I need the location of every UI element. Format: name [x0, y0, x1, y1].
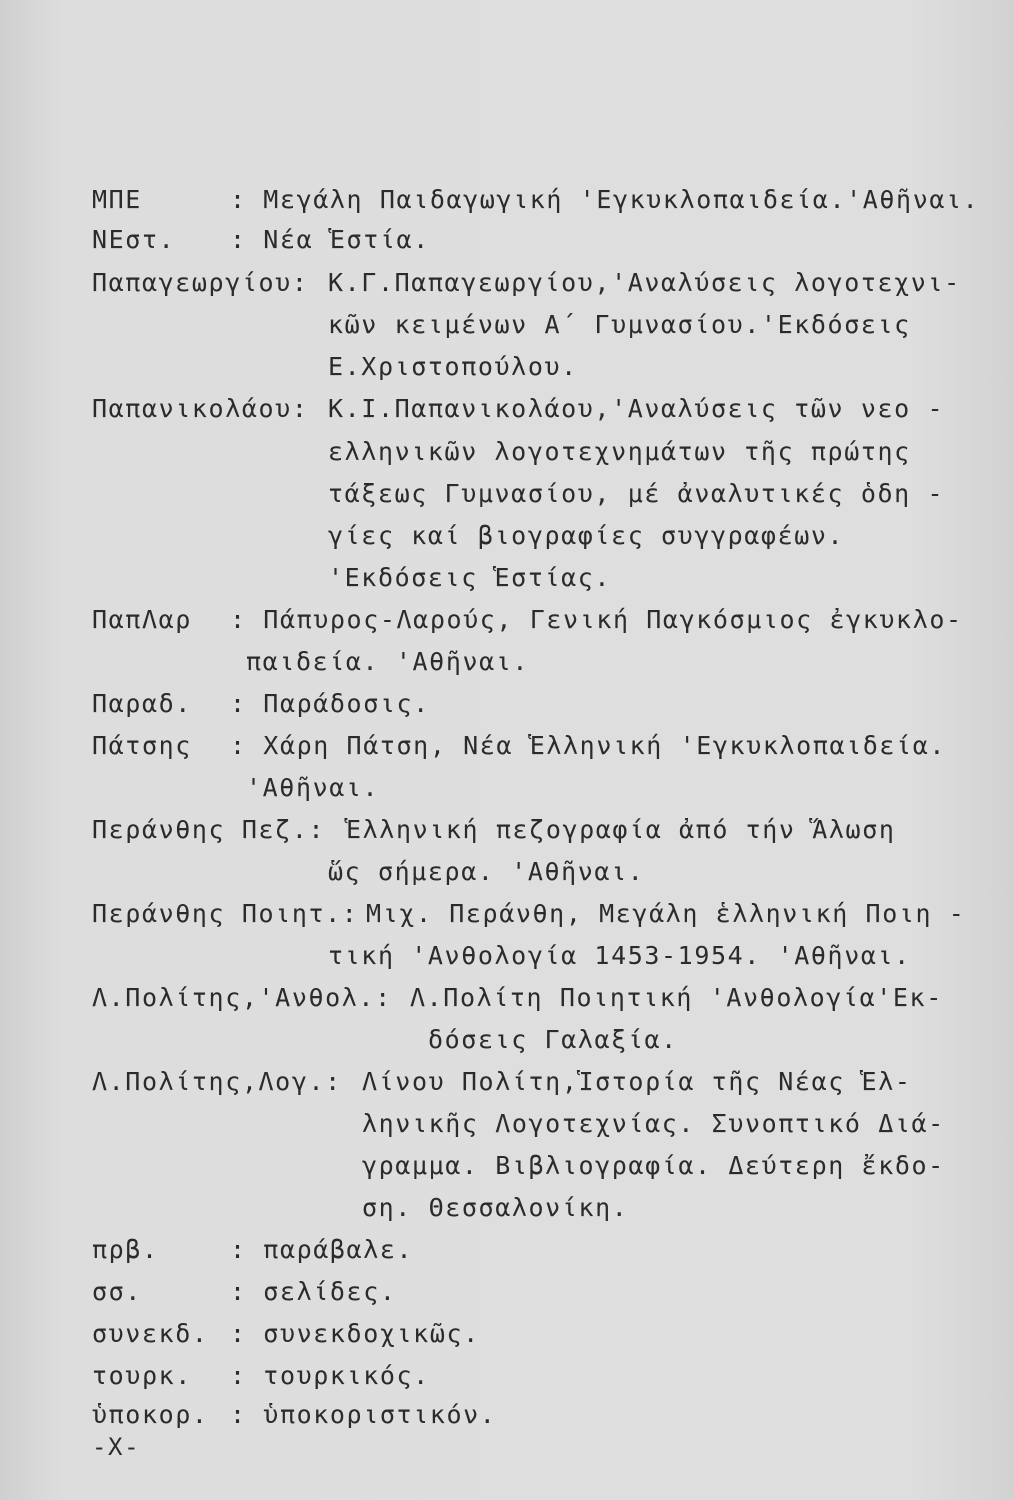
def-peranthis-poiit-1: Μιχ. Περάνθη, Μεγάλη ἑλληνική Ποιη - [366, 899, 966, 928]
def-papanikolaou-3: τάξεως Γυμνασίου, μέ ἀναλυτικές ὁδη - [328, 479, 945, 508]
page-number: -X- [92, 1433, 141, 1461]
def-mpe: : Μεγάλη Παιδαγωγική 'Εγκυκλοπαιδεία.'Αθῆναι. [230, 185, 980, 214]
def-paplar-2: παιδεία. 'Αθῆναι. [246, 647, 530, 676]
abbr-mpe: ΜΠΕ [92, 185, 142, 214]
def-politis-anthol-2: δόσεις Γαλαξία. [428, 1025, 678, 1054]
def-papanikolaou-1: Κ.Ι.Παπανικολάου,'Αναλύσεις τῶν νεο - [328, 394, 945, 423]
def-papanikolaou-2: ελληνικῶν λογοτεχνημάτων τῆς πρώτης [328, 437, 911, 466]
abbr-nest: ΝΕστ. [92, 225, 176, 254]
def-peranthis-poiit-2: τική 'Ανθολογία 1453-1954. 'Αθῆναι. [328, 941, 911, 970]
def-papageorgiou-2: κῶν κειμένων Α΄ Γυμνασίου.'Εκδόσεις [328, 310, 911, 339]
abbr-ypokor: ὑποκορ. [92, 1400, 209, 1429]
abbr-papanikolaou: Παπανικολάου: [92, 394, 309, 423]
def-ypokor: : ὑποκοριστικόν. [230, 1400, 497, 1429]
def-patsis-1: : Χάρη Πάτση, Νέα Ἑλληνική 'Εγκυκλοπαιδεία. [230, 731, 947, 760]
def-paplar-1: : Πάπυρος-Λαρούς, Γενική Παγκόσμιος ἐγκυκλο- [230, 605, 963, 634]
def-politis-log-2: ληνικῆς Λογοτεχνίας. Συνοπτικό Διά- [362, 1109, 945, 1138]
def-papageorgiou-1: Κ.Γ.Παπαγεωργίου,'Αναλύσεις λογοτεχνι- [328, 268, 961, 297]
abbr-paplar: ΠαπΛαρ [92, 605, 192, 634]
abbr-patsis: Πάτσης [92, 731, 192, 760]
def-politis-anthol-1: Λ.Πολίτη Ποιητική 'Ανθολογία'Εκ- [410, 983, 943, 1012]
abbr-peranthis-poiit: Περάνθης Ποιητ.: [92, 899, 359, 928]
abbr-peranthis-pez: Περάνθης Πεζ.: [92, 815, 326, 844]
abbr-synekd: συνεκδ. [92, 1319, 209, 1348]
def-politis-log-3: γραμμα. Βιβλιογραφία. Δεύτερη ἔκδο- [362, 1151, 945, 1180]
abbr-tourk: τουρκ. [92, 1361, 192, 1390]
def-papanikolaou-5: 'Εκδόσεις Ἑστίας. [328, 563, 612, 592]
def-patsis-2: 'Αθῆναι. [246, 773, 380, 802]
def-peranthis-pez-2: ὥς σήμερα. 'Αθῆναι. [328, 857, 645, 886]
def-prv: : παράβαλε. [230, 1235, 414, 1264]
abbr-politis-anthol: Λ.Πολίτης,'Ανθολ.: [92, 983, 392, 1012]
def-synekd: : συνεκδοχικῶς. [230, 1319, 480, 1348]
def-papageorgiou-3: Ε.Χριστοπούλου. [328, 352, 578, 381]
def-politis-log-1: Λίνου Πολίτη,Ἱστορία τῆς Νέας Ἑλ- [362, 1067, 912, 1096]
def-peranthis-pez-1: Ἑλληνική πεζογραφία ἀπό τήν Ἅλωση [346, 815, 896, 844]
def-politis-log-4: ση. Θεσσαλονίκη. [362, 1193, 629, 1222]
def-tourk: : τουρκικός. [230, 1361, 430, 1390]
abbr-parad: Παραδ. [92, 689, 192, 718]
abbr-papageorgiou: Παπαγεωργίου: [92, 268, 309, 297]
abbr-ss: σσ. [92, 1277, 142, 1306]
def-nest: : Νέα Ἑστία. [230, 225, 430, 254]
abbr-politis-log: Λ.Πολίτης,Λογ.: [92, 1067, 342, 1096]
def-papanikolaou-4: γίες καί βιογραφίες συγγραφέων. [328, 521, 845, 550]
abbr-prv: πρβ. [92, 1235, 159, 1264]
def-ss: : σελίδες. [230, 1277, 397, 1306]
def-parad: : Παράδοσις. [230, 689, 430, 718]
